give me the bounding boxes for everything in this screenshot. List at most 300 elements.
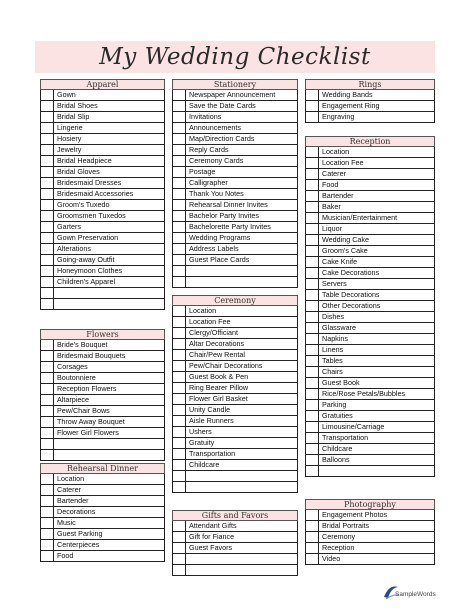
logo-text: SampleWords xyxy=(395,591,436,598)
checkbox[interactable] xyxy=(41,474,54,484)
checklist-item-label: Bachelor Party Invites xyxy=(189,211,259,220)
checkbox[interactable] xyxy=(306,90,319,100)
checklist-item-label: Address Labels xyxy=(189,244,239,253)
checklist-item-label: Transportation xyxy=(322,433,369,442)
checkbox[interactable] xyxy=(173,244,186,254)
checkbox[interactable] xyxy=(41,518,54,528)
checkbox[interactable] xyxy=(173,471,186,481)
checklist-item-label: Bridesmaid Accessories xyxy=(57,189,134,198)
checkbox[interactable] xyxy=(306,235,319,245)
checklist-item-label: Cake Decorations xyxy=(322,268,380,277)
checklist-row xyxy=(305,202,435,213)
checkbox[interactable] xyxy=(41,340,54,350)
checkbox[interactable] xyxy=(41,222,54,232)
checklist-row xyxy=(40,134,165,145)
checkbox[interactable] xyxy=(41,288,54,298)
checkbox[interactable] xyxy=(306,532,319,542)
checkbox[interactable] xyxy=(173,565,186,575)
samplewords-logo xyxy=(381,582,441,602)
checklist-item-label xyxy=(186,266,297,276)
checklist-rows xyxy=(40,474,165,562)
checklist-item-label: Location Fee xyxy=(322,158,364,167)
checklist-row xyxy=(40,167,165,178)
checklist-row xyxy=(305,532,435,543)
checklist-row xyxy=(172,482,298,493)
checklist-item-label: Guest Book & Pen xyxy=(189,372,249,381)
checklist-item-label: Chair/Pew Rental xyxy=(189,350,245,359)
checklist-item-label: Postage xyxy=(189,167,216,176)
checkbox[interactable] xyxy=(41,406,54,416)
checkbox[interactable] xyxy=(306,301,319,311)
checkbox[interactable] xyxy=(306,433,319,443)
checklist-row xyxy=(305,90,435,101)
checklist-row xyxy=(40,384,165,395)
checklist-item-label: Location xyxy=(189,306,217,315)
checklist-row xyxy=(40,255,165,266)
checklist-item-label: Location xyxy=(57,474,85,483)
checklist-row xyxy=(172,317,298,328)
checklist-item-label: Ushers xyxy=(189,427,212,436)
checkbox[interactable] xyxy=(173,350,186,360)
checkbox[interactable] xyxy=(173,178,186,188)
checklist-item-label: Baker xyxy=(322,202,341,211)
section-heading: Apparel xyxy=(40,79,165,90)
checkbox[interactable] xyxy=(41,496,54,506)
checklist-row xyxy=(172,277,298,288)
checkbox[interactable] xyxy=(173,449,186,459)
section-rehearsal-dinner xyxy=(40,463,165,562)
checklist-item-label: Musician/Entertainment xyxy=(322,213,398,222)
checklist-item-label: Corsages xyxy=(57,362,88,371)
checklist-row xyxy=(172,211,298,222)
checklist-row xyxy=(40,299,165,310)
checkbox[interactable] xyxy=(41,255,54,265)
checkbox[interactable] xyxy=(41,134,54,144)
checkbox[interactable] xyxy=(173,167,186,177)
checklist-rows xyxy=(305,147,435,477)
checkbox[interactable] xyxy=(306,334,319,344)
checklist-rows xyxy=(305,90,435,123)
checkbox[interactable] xyxy=(41,156,54,166)
checklist-row xyxy=(305,356,435,367)
checklist-row xyxy=(172,339,298,350)
checkbox[interactable] xyxy=(173,200,186,210)
checklist-row xyxy=(305,213,435,224)
checklist-row xyxy=(172,460,298,471)
checklist-item-label: Bride's Bouquet xyxy=(57,340,108,349)
checklist-row xyxy=(305,455,435,466)
checkbox[interactable] xyxy=(41,450,54,460)
checklist-item-label: Lingerie xyxy=(57,123,83,132)
checkbox[interactable] xyxy=(306,466,319,476)
checkbox[interactable] xyxy=(173,233,186,243)
checklist-item-label: Chairs xyxy=(322,367,343,376)
checkbox[interactable] xyxy=(306,268,319,278)
checklist-item-label: Gift for Fiance xyxy=(189,532,235,541)
checkbox[interactable] xyxy=(41,384,54,394)
checklist-row xyxy=(305,191,435,202)
checkbox[interactable] xyxy=(173,101,186,111)
checklist-row xyxy=(305,521,435,532)
checkbox[interactable] xyxy=(41,507,54,517)
checkbox[interactable] xyxy=(41,529,54,539)
checklist-row xyxy=(305,554,435,565)
checkbox[interactable] xyxy=(306,312,319,322)
checklist-row xyxy=(172,255,298,266)
checkbox[interactable] xyxy=(173,123,186,133)
checklist-row xyxy=(305,169,435,180)
checklist-item-label: Video xyxy=(322,554,341,563)
checklist-row xyxy=(305,466,435,477)
checkbox[interactable] xyxy=(306,180,319,190)
checklist-row xyxy=(40,507,165,518)
checklist-row xyxy=(40,123,165,134)
checkbox[interactable] xyxy=(173,317,186,327)
checkbox[interactable] xyxy=(306,400,319,410)
checkbox[interactable] xyxy=(173,255,186,265)
checkbox[interactable] xyxy=(41,233,54,243)
checklist-row xyxy=(40,288,165,299)
section-reception xyxy=(305,136,435,477)
checkbox[interactable] xyxy=(41,417,54,427)
checkbox[interactable] xyxy=(306,257,319,267)
checklist-item-label: Flower Girl Flowers xyxy=(57,428,119,437)
checklist-item-label xyxy=(54,439,164,449)
checklist-row xyxy=(305,334,435,345)
checklist-item-label: Childcare xyxy=(189,460,220,469)
checkbox[interactable] xyxy=(41,145,54,155)
checklist-row xyxy=(305,323,435,334)
checkbox[interactable] xyxy=(306,202,319,212)
checkbox[interactable] xyxy=(306,444,319,454)
checklist-item-label: Engagement Photos xyxy=(322,510,388,519)
checklist-row xyxy=(172,328,298,339)
checkbox[interactable] xyxy=(173,145,186,155)
title-banner xyxy=(35,41,435,73)
checkbox[interactable] xyxy=(173,339,186,349)
checklist-item-label: Guest Favors xyxy=(189,543,233,552)
checkbox[interactable] xyxy=(173,438,186,448)
checklist-item-label: Bridal Headpiece xyxy=(57,156,112,165)
checklist-row xyxy=(40,156,165,167)
checklist-row xyxy=(305,444,435,455)
checkbox[interactable] xyxy=(173,328,186,338)
checklist-row xyxy=(40,189,165,200)
checklist-row xyxy=(305,367,435,378)
checklist-row xyxy=(40,351,165,362)
checklist-row xyxy=(305,411,435,422)
checkbox[interactable] xyxy=(306,147,319,157)
checklist-item-label: Wedding Bands xyxy=(322,90,373,99)
checkbox[interactable] xyxy=(41,189,54,199)
checklist-item-label: Alterations xyxy=(57,244,91,253)
checklist-item-label xyxy=(186,471,297,481)
checkbox[interactable] xyxy=(306,510,319,520)
checklist-item-label: Jewelry xyxy=(57,145,82,154)
checklist-item-label: Engagement Ring xyxy=(322,101,380,110)
checklist-item-label: Garters xyxy=(57,222,81,231)
checkbox[interactable] xyxy=(306,367,319,377)
checklist-item-label: Gratuity xyxy=(189,438,215,447)
checklist-row xyxy=(172,394,298,405)
checklist-item-label: Food xyxy=(322,180,339,189)
checklist-item-label: Bridal Portraits xyxy=(322,521,370,530)
checklist-item-label: Bridal Gloves xyxy=(57,167,100,176)
checklist-row xyxy=(305,246,435,257)
checkbox[interactable] xyxy=(173,90,186,100)
checkbox[interactable] xyxy=(173,554,186,564)
checklist-item-label: Bartender xyxy=(57,496,89,505)
checkbox[interactable] xyxy=(41,101,54,111)
checkbox[interactable] xyxy=(41,362,54,372)
checklist-row xyxy=(172,200,298,211)
checkbox[interactable] xyxy=(173,521,186,531)
section-heading: Rehearsal Dinner xyxy=(40,463,165,474)
checkbox[interactable] xyxy=(41,277,54,287)
checklist-item-label: Tables xyxy=(322,356,343,365)
section-heading: Stationery xyxy=(172,79,298,90)
checklist-item-label: Attendant Gifts xyxy=(189,521,237,530)
checklist-row xyxy=(172,532,298,543)
checkbox[interactable] xyxy=(306,279,319,289)
checklist-row xyxy=(172,350,298,361)
checklist-row xyxy=(40,529,165,540)
checkbox[interactable] xyxy=(41,112,54,122)
checklist-row xyxy=(172,101,298,112)
checkbox[interactable] xyxy=(306,345,319,355)
checklist-row xyxy=(172,156,298,167)
section-heading: Flowers xyxy=(40,329,165,340)
checklist-row xyxy=(172,361,298,372)
checkbox[interactable] xyxy=(306,356,319,366)
checkbox[interactable] xyxy=(41,200,54,210)
checklist-item-label: Wedding Programs xyxy=(189,233,251,242)
checkbox[interactable] xyxy=(173,156,186,166)
checklist-row xyxy=(305,101,435,112)
checklist-item-label: Gown xyxy=(57,90,76,99)
checkbox[interactable] xyxy=(306,213,319,223)
checkbox[interactable] xyxy=(41,551,54,561)
checkbox[interactable] xyxy=(173,383,186,393)
checklist-item-label: Reception Flowers xyxy=(57,384,117,393)
checkbox[interactable] xyxy=(41,299,54,309)
section-apparel xyxy=(40,79,165,310)
checkbox[interactable] xyxy=(306,101,319,111)
checkbox[interactable] xyxy=(173,543,186,553)
checklist-row xyxy=(40,439,165,450)
checkbox[interactable] xyxy=(173,460,186,470)
checklist-item-label: Parking xyxy=(322,400,347,409)
checkbox[interactable] xyxy=(173,222,186,232)
checkbox[interactable] xyxy=(173,211,186,221)
checklist-row xyxy=(305,224,435,235)
checklist-item-label: Guest Parking xyxy=(57,529,103,538)
checklist-item-label: Bachelorette Party Invites xyxy=(189,222,271,231)
checklist-row xyxy=(172,405,298,416)
page-title: My Wedding Checklist xyxy=(99,44,371,70)
checklist-item-label: Boutonniere xyxy=(57,373,96,382)
checklist-row xyxy=(172,244,298,255)
checklist-row xyxy=(305,510,435,521)
section-heading: Ceremony xyxy=(172,295,298,306)
checkbox[interactable] xyxy=(173,427,186,437)
checklist-row xyxy=(40,428,165,439)
checklist-item-label: Location xyxy=(322,147,350,156)
checkbox[interactable] xyxy=(306,422,319,432)
checklist-item-label: Linens xyxy=(322,345,344,354)
checkbox[interactable] xyxy=(306,224,319,234)
checklist-row xyxy=(40,362,165,373)
checklist-item-label: Reply Cards xyxy=(189,145,229,154)
checklist-row xyxy=(305,112,435,123)
section-ceremony xyxy=(172,295,298,493)
checkbox[interactable] xyxy=(173,416,186,426)
checklist-row xyxy=(172,123,298,134)
checkbox[interactable] xyxy=(173,405,186,415)
checkbox[interactable] xyxy=(306,378,319,388)
checklist-row xyxy=(40,112,165,123)
checklist-row xyxy=(40,101,165,112)
checklist-item-label: Reception xyxy=(322,543,355,552)
checkbox[interactable] xyxy=(41,178,54,188)
section-heading: Gifts and Favors xyxy=(172,510,298,521)
checklist-row xyxy=(40,417,165,428)
checklist-row xyxy=(40,518,165,529)
checkbox[interactable] xyxy=(41,266,54,276)
checklist-row xyxy=(172,306,298,317)
checklist-item-label: Bridesmaid Dresses xyxy=(57,178,122,187)
checkbox[interactable] xyxy=(306,290,319,300)
checkbox[interactable] xyxy=(173,482,186,492)
checkbox[interactable] xyxy=(173,394,186,404)
checklist-row xyxy=(172,416,298,427)
checkbox[interactable] xyxy=(306,191,319,201)
checkbox[interactable] xyxy=(306,323,319,333)
checkbox[interactable] xyxy=(306,455,319,465)
checklist-row xyxy=(40,450,165,461)
checkbox[interactable] xyxy=(306,158,319,168)
checkbox[interactable] xyxy=(306,411,319,421)
checklist-row xyxy=(40,222,165,233)
checkbox[interactable] xyxy=(173,134,186,144)
checkbox[interactable] xyxy=(41,351,54,361)
checkbox[interactable] xyxy=(306,543,319,553)
checklist-item-label: Groom's Tuxedo xyxy=(57,200,110,209)
checkbox[interactable] xyxy=(41,428,54,438)
checklist-row xyxy=(305,422,435,433)
checkbox[interactable] xyxy=(173,189,186,199)
checkbox[interactable] xyxy=(41,90,54,100)
checklist-item-label xyxy=(54,299,164,309)
checkbox[interactable] xyxy=(41,485,54,495)
checkbox[interactable] xyxy=(41,244,54,254)
checkbox[interactable] xyxy=(41,373,54,383)
checklist-row xyxy=(172,383,298,394)
checkbox[interactable] xyxy=(306,112,319,122)
checklist-row xyxy=(40,406,165,417)
checklist-item-label: Rice/Rose Petals/Bubbles xyxy=(322,389,406,398)
checkbox[interactable] xyxy=(173,277,186,287)
checklist-item-label: Bridal Shoes xyxy=(57,101,98,110)
checklist-row xyxy=(40,200,165,211)
checkbox[interactable] xyxy=(41,211,54,221)
checkbox[interactable] xyxy=(306,554,319,564)
checkbox[interactable] xyxy=(173,112,186,122)
checkbox[interactable] xyxy=(173,532,186,542)
checklist-item-label xyxy=(186,554,297,564)
checklist-item-label: Altarpiece xyxy=(57,395,89,404)
checkbox[interactable] xyxy=(306,521,319,531)
checkbox[interactable] xyxy=(41,395,54,405)
checklist-row xyxy=(40,551,165,562)
checkbox[interactable] xyxy=(306,169,319,179)
checklist-row xyxy=(172,438,298,449)
checklist-row xyxy=(40,178,165,189)
checkbox[interactable] xyxy=(306,389,319,399)
checklist-rows xyxy=(172,521,298,576)
checklist-rows xyxy=(172,90,298,288)
checklist-row xyxy=(40,485,165,496)
checklist-row xyxy=(172,222,298,233)
checklist-item-label: Ring Bearer Pillow xyxy=(189,383,249,392)
checklist-item-label: Ceremony Cards xyxy=(189,156,244,165)
checkbox[interactable] xyxy=(306,246,319,256)
checklist-item-label: Other Decorations xyxy=(322,301,381,310)
checklist-row xyxy=(305,389,435,400)
checklist-item-label: Guest Place Cards xyxy=(189,255,250,264)
section-photography xyxy=(305,499,435,565)
checklist-item-label: Save the Date Cards xyxy=(189,101,256,110)
section-rings xyxy=(305,79,435,123)
checklist-item-label: Location Fee xyxy=(189,317,231,326)
checkbox[interactable] xyxy=(41,540,54,550)
checklist-item-label: Honeymoon Clothes xyxy=(57,266,123,275)
section-stationery xyxy=(172,79,298,288)
checkbox[interactable] xyxy=(41,439,54,449)
checkbox[interactable] xyxy=(173,266,186,276)
checklist-item-label: Liquor xyxy=(322,224,342,233)
checklist-row xyxy=(40,474,165,485)
checklist-row xyxy=(40,233,165,244)
checklist-row xyxy=(172,565,298,576)
checklist-row xyxy=(305,301,435,312)
checklist-row xyxy=(40,340,165,351)
checkbox[interactable] xyxy=(173,361,186,371)
checklist-item-label: Hosiery xyxy=(57,134,82,143)
section-gifts-and-favors xyxy=(172,510,298,576)
checklist-row xyxy=(305,235,435,246)
checklist-item-label: Wedding Cake xyxy=(322,235,370,244)
checklist-item-label: Pew/Chair Decorations xyxy=(189,361,263,370)
checklist-row xyxy=(305,400,435,411)
checkbox[interactable] xyxy=(41,123,54,133)
checklist-row xyxy=(305,378,435,389)
checkbox[interactable] xyxy=(173,306,186,316)
checklist-item-label: Announcements xyxy=(189,123,241,132)
checkbox[interactable] xyxy=(173,372,186,382)
checkbox[interactable] xyxy=(41,167,54,177)
checklist-item-label: Table Decorations xyxy=(322,290,380,299)
checklist-row xyxy=(305,257,435,268)
checklist-item-label: Altar Decorations xyxy=(189,339,245,348)
checklist-row xyxy=(172,112,298,123)
checklist-item-label: Napkins xyxy=(322,334,348,343)
checklist-item-label: Children's Apparel xyxy=(57,277,116,286)
checklist-row xyxy=(305,158,435,169)
checklist-row xyxy=(40,145,165,156)
checklist-row xyxy=(172,543,298,554)
checklist-row xyxy=(172,90,298,101)
